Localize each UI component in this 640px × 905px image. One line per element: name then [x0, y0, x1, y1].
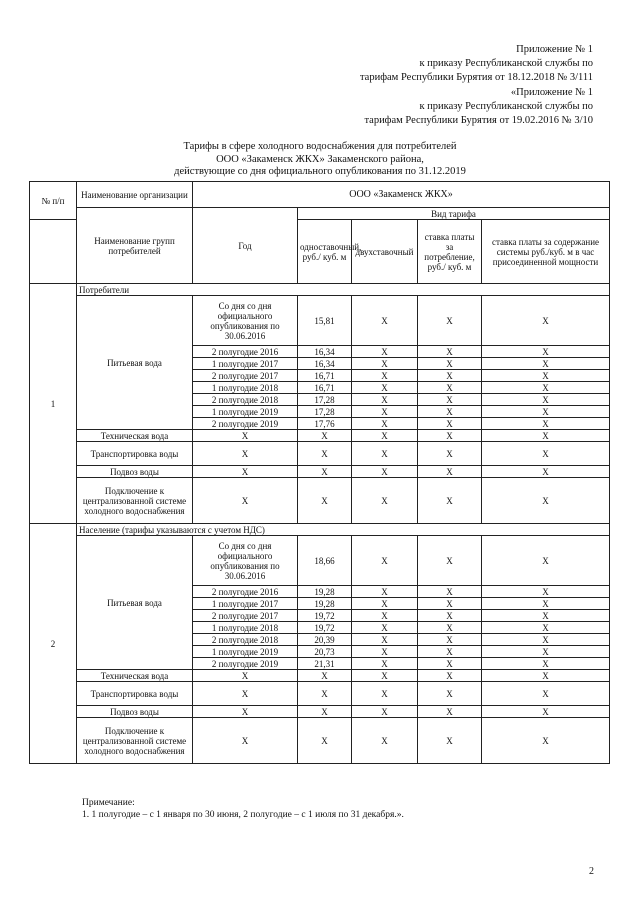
- single-rate-value: 19,28: [298, 586, 352, 598]
- x-mark: X: [418, 430, 482, 442]
- x-mark: X: [352, 346, 418, 358]
- x-mark: X: [352, 418, 418, 430]
- single-rate-value: 17,76: [298, 418, 352, 430]
- x-mark: X: [418, 598, 482, 610]
- col-header-year: Год: [193, 208, 298, 284]
- x-mark: X: [418, 646, 482, 658]
- section-number: 2: [30, 524, 77, 764]
- x-mark: X: [352, 658, 418, 670]
- x-mark: X: [193, 718, 298, 764]
- x-mark: X: [193, 442, 298, 466]
- header-line: «Приложение № 1: [510, 86, 593, 98]
- table-row: [30, 478, 610, 524]
- x-mark: X: [418, 406, 482, 418]
- period-cell: 2 полугодие 2016: [193, 346, 298, 358]
- x-mark: X: [193, 478, 298, 524]
- x-mark: X: [482, 406, 610, 418]
- x-mark: X: [418, 622, 482, 634]
- x-mark: X: [193, 430, 298, 442]
- x-mark: X: [418, 382, 482, 394]
- x-mark: X: [418, 658, 482, 670]
- table-row: [30, 718, 610, 764]
- single-rate-value: 15,81: [298, 296, 352, 346]
- x-mark: X: [482, 346, 610, 358]
- single-rate-value: 21,31: [298, 658, 352, 670]
- consumer-group-cell: Техническая вода: [77, 670, 193, 682]
- x-mark: X: [418, 586, 482, 598]
- period-cell: 2 полугодие 2016: [193, 586, 298, 598]
- x-mark: X: [482, 358, 610, 370]
- consumer-group-cell: Подвоз воды: [77, 466, 193, 478]
- period-cell: 1 полугодие 2017: [193, 358, 298, 370]
- period-cell: Со дня со дня официального опубликования по 30.06.2016: [193, 536, 298, 586]
- x-mark: X: [482, 646, 610, 658]
- consumer-group-cell: Транспортировка воды: [77, 682, 193, 706]
- x-mark: X: [482, 442, 610, 466]
- col-header-consumption: ставка платы за потребление, руб./ куб. м: [418, 220, 482, 284]
- x-mark: X: [352, 406, 418, 418]
- title-line: Тарифы в сфере холодного водоснабжения для потребителей: [183, 141, 457, 152]
- x-mark: X: [482, 718, 610, 764]
- x-mark: X: [352, 622, 418, 634]
- x-mark: X: [482, 610, 610, 622]
- document-title: [0, 141, 640, 179]
- single-rate-value: 19,28: [298, 598, 352, 610]
- x-mark: X: [418, 466, 482, 478]
- x-mark: X: [482, 670, 610, 682]
- single-rate-value: 20,73: [298, 646, 352, 658]
- table-row: [30, 442, 610, 466]
- section-number: 1: [30, 284, 77, 524]
- x-mark: X: [418, 478, 482, 524]
- section-title-row: [30, 524, 610, 536]
- consumer-group-cell: Подвоз воды: [77, 706, 193, 718]
- single-rate-value: 20,39: [298, 634, 352, 646]
- col-header-tariff-kind: Вид тарифа: [298, 208, 610, 220]
- header-line: к приказу Республиканской службы по: [419, 100, 593, 112]
- x-mark: X: [482, 370, 610, 382]
- x-mark: X: [352, 586, 418, 598]
- single-rate-value: 19,72: [298, 622, 352, 634]
- col-header-org-name: Наименование организации: [77, 182, 193, 208]
- x-mark: X: [193, 466, 298, 478]
- x-mark: X: [482, 382, 610, 394]
- table-row: [30, 296, 610, 346]
- x-mark: X: [352, 646, 418, 658]
- x-mark: X: [352, 442, 418, 466]
- x-mark: X: [352, 682, 418, 706]
- note: [82, 798, 404, 821]
- section-title-row: [30, 284, 610, 296]
- period-cell: 2 полугодие 2017: [193, 370, 298, 382]
- single-rate-value: 16,34: [298, 358, 352, 370]
- x-mark: X: [418, 394, 482, 406]
- x-mark: X: [482, 478, 610, 524]
- section-title: Население (тарифы указываются с учетом НДС): [77, 524, 610, 536]
- tariff-table-body: [30, 182, 610, 764]
- col-header-maintenance: ставка платы за содержание системы руб./куб. м в час присоединенной мощности: [482, 220, 610, 284]
- consumer-group-cell: Подключение к централизованной системе холодного водоснабжения: [77, 718, 193, 764]
- period-cell: Со дня со дня официального опубликования по 30.06.2016: [193, 296, 298, 346]
- x-mark: X: [418, 442, 482, 466]
- x-mark: X: [482, 622, 610, 634]
- x-mark: X: [482, 536, 610, 586]
- x-mark: X: [482, 586, 610, 598]
- col-header-two-rate: двухставочный: [352, 220, 418, 284]
- single-rate-value: 16,71: [298, 370, 352, 382]
- period-cell: 1 полугодие 2017: [193, 598, 298, 610]
- consumer-group-cell: Подключение к централизованной системе холодного водоснабжения: [77, 478, 193, 524]
- title-line: ООО «Закаменск ЖКХ» Закаменского района,: [216, 153, 424, 165]
- col-header-num-cont: [30, 220, 77, 284]
- x-mark: X: [298, 718, 352, 764]
- table-row: [30, 670, 610, 682]
- x-mark: X: [352, 478, 418, 524]
- period-cell: 2 полугодие 2018: [193, 634, 298, 646]
- single-rate-value: 19,72: [298, 610, 352, 622]
- x-mark: X: [298, 478, 352, 524]
- single-rate-value: 18,66: [298, 536, 352, 586]
- x-mark: X: [418, 634, 482, 646]
- period-cell: 2 полугодие 2019: [193, 658, 298, 670]
- x-mark: X: [352, 296, 418, 346]
- x-mark: X: [418, 718, 482, 764]
- table-row: [30, 430, 610, 442]
- period-cell: 2 полугодие 2017: [193, 610, 298, 622]
- header-line: тарифам Республики Бурятия от 19.02.2016 № 3/10: [364, 115, 593, 127]
- x-mark: X: [418, 682, 482, 706]
- x-mark: X: [352, 706, 418, 718]
- x-mark: X: [418, 706, 482, 718]
- x-mark: X: [352, 430, 418, 442]
- x-mark: X: [352, 466, 418, 478]
- single-rate-value: 16,71: [298, 382, 352, 394]
- x-mark: X: [418, 296, 482, 346]
- x-mark: X: [193, 706, 298, 718]
- x-mark: X: [193, 670, 298, 682]
- col-header-num: № п/п: [30, 182, 77, 220]
- x-mark: X: [482, 682, 610, 706]
- tariff-table: [29, 181, 610, 764]
- x-mark: X: [352, 670, 418, 682]
- single-rate-value: 17,28: [298, 394, 352, 406]
- x-mark: X: [352, 610, 418, 622]
- x-mark: X: [418, 370, 482, 382]
- table-row: [30, 466, 610, 478]
- x-mark: X: [418, 610, 482, 622]
- x-mark: X: [482, 430, 610, 442]
- appendix-header: [253, 43, 593, 128]
- x-mark: X: [352, 394, 418, 406]
- x-mark: X: [418, 418, 482, 430]
- period-cell: 1 полугодие 2018: [193, 382, 298, 394]
- consumer-group-cell: Техническая вода: [77, 430, 193, 442]
- x-mark: X: [298, 682, 352, 706]
- single-rate-value: 17,28: [298, 406, 352, 418]
- x-mark: X: [418, 358, 482, 370]
- period-cell: 2 полугодие 2019: [193, 418, 298, 430]
- x-mark: X: [482, 658, 610, 670]
- x-mark: X: [352, 598, 418, 610]
- x-mark: X: [482, 598, 610, 610]
- note-label: Примечание:: [82, 798, 135, 808]
- x-mark: X: [352, 634, 418, 646]
- x-mark: X: [482, 706, 610, 718]
- x-mark: X: [298, 442, 352, 466]
- x-mark: X: [418, 670, 482, 682]
- col-header-groups: Наименование групп потребителей: [77, 208, 193, 284]
- x-mark: X: [298, 430, 352, 442]
- x-mark: X: [298, 670, 352, 682]
- single-rate-value: 16,34: [298, 346, 352, 358]
- x-mark: X: [352, 718, 418, 764]
- page-number: 2: [589, 866, 594, 877]
- x-mark: X: [482, 394, 610, 406]
- table-row: [30, 682, 610, 706]
- x-mark: X: [352, 382, 418, 394]
- table-row: [30, 536, 610, 586]
- table-row: [30, 706, 610, 718]
- x-mark: X: [482, 466, 610, 478]
- header-line: Приложение № 1: [516, 44, 593, 55]
- header-line: к приказу Республиканской службы по: [419, 58, 593, 70]
- period-cell: 2 полугодие 2018: [193, 394, 298, 406]
- section-title: Потребители: [77, 284, 610, 296]
- col-header-single-rate: одноставочный, руб./ куб. м: [298, 220, 352, 284]
- note-text: 1. 1 полугодие – с 1 января по 30 июня, 2 полугодие – с 1 июля по 31 декабря.».: [82, 809, 404, 820]
- x-mark: X: [298, 706, 352, 718]
- title-line: действующие со дня официального опубликования по 31.12.2019: [174, 166, 466, 178]
- drinking-water-label: Питьевая вода: [77, 536, 193, 670]
- x-mark: X: [482, 418, 610, 430]
- x-mark: X: [418, 346, 482, 358]
- x-mark: X: [482, 634, 610, 646]
- period-cell: 1 полугодие 2019: [193, 646, 298, 658]
- drinking-water-label: Питьевая вода: [77, 296, 193, 430]
- period-cell: 1 полугодие 2018: [193, 622, 298, 634]
- x-mark: X: [352, 370, 418, 382]
- x-mark: X: [193, 682, 298, 706]
- x-mark: X: [298, 466, 352, 478]
- x-mark: X: [352, 536, 418, 586]
- consumer-group-cell: Транспортировка воды: [77, 442, 193, 466]
- x-mark: X: [482, 296, 610, 346]
- x-mark: X: [352, 358, 418, 370]
- x-mark: X: [418, 536, 482, 586]
- org-name-value: ООО «Закаменск ЖКХ»: [193, 182, 610, 208]
- header-line: тарифам Республики Бурятия от 18.12.2018 № 3/111: [359, 72, 593, 84]
- period-cell: 1 полугодие 2019: [193, 406, 298, 418]
